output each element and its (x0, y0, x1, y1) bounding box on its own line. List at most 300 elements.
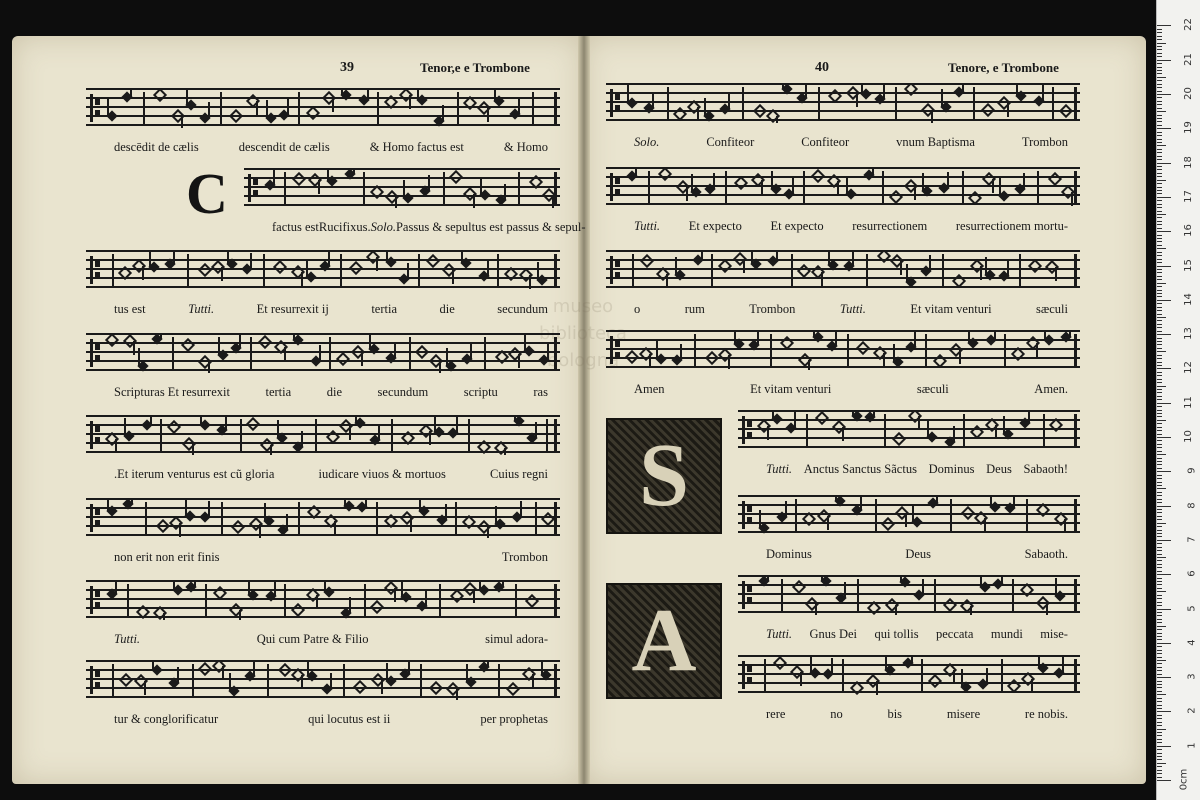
left-staff (86, 250, 560, 290)
ruler-minor-tick (1157, 296, 1162, 297)
ruler-minor-tick (1157, 633, 1162, 634)
lyric-text: Passus & sepultus est passus & sepul- (395, 220, 586, 234)
ruler-minor-tick (1157, 705, 1162, 706)
ruler-minor-tick (1157, 725, 1162, 726)
right-lyric-line (766, 707, 1068, 722)
right-lyric-line (634, 302, 1068, 317)
ruler-minor-tick (1157, 355, 1162, 356)
ruler-minor-tick (1157, 279, 1162, 280)
ruler-minor-tick (1157, 749, 1162, 750)
ruler-minor-tick (1157, 324, 1162, 325)
ruler-minor-tick (1157, 636, 1162, 637)
lyric-text: Amen (634, 382, 665, 396)
ruler-minor-tick (1157, 84, 1162, 85)
lyric-text: factus est (272, 220, 319, 234)
lyric-text: resurrectionem (852, 219, 928, 233)
ruler-minor-tick (1157, 310, 1162, 311)
ruler-minor-tick (1157, 87, 1162, 88)
ruler-minor-tick (1157, 43, 1166, 44)
ruler-minor-tick (1157, 406, 1162, 407)
ruler-minor-tick (1157, 56, 1162, 57)
right-lyric-line (766, 547, 1068, 562)
ruler-minor-tick (1157, 221, 1162, 222)
ruler-minor-tick (1157, 32, 1162, 33)
ruler-minor-tick (1157, 63, 1162, 64)
ruler-tick (1157, 574, 1171, 575)
lyric-text: Cuius regni (490, 467, 548, 481)
ruler-minor-tick (1157, 766, 1162, 767)
left-lyric-line (114, 302, 548, 317)
lyric-text: Solo. (634, 135, 660, 149)
ruler-minor-tick (1157, 139, 1162, 140)
lyric-text: descēdit de cælis (114, 140, 199, 154)
lyric-text: no (830, 707, 843, 721)
ruler-minor-tick (1157, 526, 1162, 527)
ruler-tick (1157, 643, 1171, 644)
ruler-minor-tick (1157, 773, 1162, 774)
ruler-minor-tick (1157, 461, 1162, 462)
ruler-minor-tick (1157, 207, 1162, 208)
lyric-text: die (326, 385, 342, 399)
ruler-minor-tick (1157, 344, 1162, 345)
ruler-tick (1157, 540, 1171, 541)
ruler-minor-tick (1157, 588, 1162, 589)
ruler-minor-tick (1157, 646, 1162, 647)
lyric-text: Qui cum Patre & Filio (256, 632, 369, 646)
ruler-minor-tick (1157, 241, 1162, 242)
ruler-minor-tick (1157, 121, 1162, 122)
lyric-text: vnum Baptisma (896, 135, 975, 149)
left-lyric-line (272, 220, 586, 235)
right-staff (738, 495, 1080, 535)
lyric-text: secundum (377, 385, 429, 399)
ruler-minor-tick (1157, 708, 1162, 709)
lyric-text: Scripturas Et resurrexit (114, 385, 230, 399)
ruler-minor-tick (1157, 605, 1162, 606)
right-staff (738, 655, 1080, 695)
ruler-tick (1157, 609, 1171, 610)
ruler-minor-tick (1157, 358, 1162, 359)
ruler-minor-tick (1157, 434, 1162, 435)
ruler-minor-tick (1157, 372, 1162, 373)
ruler-minor-tick (1157, 715, 1162, 716)
ruler-label: 1 (1186, 742, 1198, 749)
ruler-minor-tick (1157, 584, 1162, 585)
lyric-text: Tutti. (634, 219, 661, 233)
left-lyric-line (114, 632, 548, 647)
ruler-tick (1157, 711, 1171, 712)
ruler-label: 10 (1183, 430, 1195, 443)
left-lyric-line (114, 712, 548, 727)
ruler-minor-tick (1157, 70, 1162, 71)
ruler-minor-tick (1157, 156, 1162, 157)
ruler-label: 16 (1183, 224, 1195, 238)
right-staff (606, 167, 1080, 207)
lyric-text: Trombon (501, 550, 548, 564)
lyric-text: Tutti. (114, 632, 141, 646)
lyric-text: Et vitam venturi (910, 302, 992, 316)
lyric-text: re nobis. (1024, 707, 1068, 721)
ruler-tick (1157, 334, 1171, 335)
lyric-text: tertia (265, 385, 292, 399)
ruler-minor-tick (1157, 691, 1162, 692)
ruler-minor-tick (1157, 152, 1162, 153)
lyric-text: rum (684, 302, 705, 316)
lyric-text: resurrectionem mortu- (955, 219, 1068, 233)
ruler-label: 18 (1183, 155, 1195, 169)
ruler-minor-tick (1157, 454, 1166, 455)
ruler-minor-tick (1157, 615, 1162, 616)
lyric-text: Et expecto (770, 219, 824, 233)
ruler-minor-tick (1157, 341, 1162, 342)
ruler-minor-tick (1157, 29, 1162, 30)
ruler-minor-tick (1157, 317, 1166, 318)
ruler-minor-tick (1157, 173, 1162, 174)
ruler-minor-tick (1157, 327, 1162, 328)
lyric-text: Trombon (1021, 135, 1068, 149)
ruler-minor-tick (1157, 49, 1162, 50)
woodcut-initial-a: A (606, 583, 722, 699)
ruler-minor-tick (1157, 314, 1162, 315)
ruler-minor-tick (1157, 653, 1162, 654)
ruler-minor-tick (1157, 362, 1162, 363)
ruler-label: 13 (1183, 327, 1195, 340)
ruler-minor-tick (1157, 657, 1162, 658)
ruler-minor-tick (1157, 115, 1162, 116)
right-page-header: Tenore, e Trombone (948, 60, 1059, 75)
ruler-minor-tick (1157, 482, 1162, 483)
ruler-minor-tick (1157, 468, 1162, 469)
right-lyric-line (634, 219, 1068, 234)
ruler-minor-tick (1157, 485, 1162, 486)
ruler-minor-tick (1157, 464, 1162, 465)
ruler-label: 6 (1186, 570, 1198, 577)
left-staff (86, 415, 560, 455)
ruler-tick (1157, 403, 1171, 404)
lyric-text: & Homo (503, 140, 548, 154)
ruler-minor-tick (1157, 564, 1162, 565)
ruler-minor-tick (1157, 581, 1162, 582)
lyric-text: secundum (497, 302, 548, 316)
ruler-minor-tick (1157, 159, 1162, 160)
ruler-minor-tick (1157, 204, 1162, 205)
ruler-label: 15 (1183, 258, 1195, 272)
ruler-minor-tick (1157, 756, 1162, 757)
ruler-tick (1157, 60, 1171, 61)
ruler-minor-tick (1157, 200, 1162, 201)
ruler-minor-tick (1157, 338, 1162, 339)
left-lyric-line (114, 550, 548, 565)
ruler-minor-tick (1157, 303, 1162, 304)
ruler-minor-tick (1157, 97, 1162, 98)
ruler-minor-tick (1157, 396, 1162, 397)
ruler-minor-tick (1157, 591, 1166, 592)
ruler-minor-tick (1157, 763, 1166, 764)
ruler-label: 19 (1183, 121, 1195, 135)
ruler-minor-tick (1157, 238, 1162, 239)
ruler-minor-tick (1157, 512, 1162, 513)
ruler-minor-tick (1157, 187, 1162, 188)
lyric-text: Dominus (928, 462, 975, 476)
lyric-text: Tutti. (188, 302, 215, 316)
ruler-minor-tick (1157, 729, 1166, 730)
lyric-text: Trombon (749, 302, 796, 316)
ruler-minor-tick (1157, 375, 1162, 376)
right-lyric-line (766, 462, 1068, 477)
lyric-text: Confiteor (706, 135, 755, 149)
ruler-minor-tick (1157, 519, 1162, 520)
ruler-tick (1157, 25, 1171, 26)
ruler-minor-tick (1157, 410, 1162, 411)
ruler-minor-tick (1157, 104, 1162, 105)
lyric-text: per prophetas (480, 712, 548, 726)
ruler-minor-tick (1157, 269, 1162, 270)
ruler-minor-tick (1157, 543, 1162, 544)
left-staff (86, 660, 560, 700)
lyric-text: Rucifixus. (318, 220, 371, 234)
ruler-minor-tick (1157, 687, 1162, 688)
left-lyric-line (114, 385, 548, 400)
ruler-minor-tick (1157, 698, 1162, 699)
ruler-minor-tick (1157, 567, 1162, 568)
ruler-minor-tick (1157, 732, 1162, 733)
ruler-minor-tick (1157, 629, 1162, 630)
ruler-minor-tick (1157, 560, 1162, 561)
ruler-minor-tick (1157, 516, 1162, 517)
ruler-minor-tick (1157, 46, 1162, 47)
ruler-tick (1157, 471, 1171, 472)
lyric-text: o (634, 302, 641, 316)
ruler-minor-tick (1157, 694, 1166, 695)
ruler-label: 11 (1183, 395, 1195, 409)
ruler-minor-tick (1157, 533, 1162, 534)
ruler-minor-tick (1157, 283, 1166, 284)
ruler-minor-tick (1157, 224, 1162, 225)
left-staff (86, 580, 560, 620)
ruler-minor-tick (1157, 759, 1162, 760)
lyric-text: Dominus (766, 547, 812, 561)
ruler-tick (1157, 94, 1171, 95)
ruler-minor-tick (1157, 639, 1162, 640)
ruler-minor-tick (1157, 622, 1162, 623)
ruler-label: 2 (1186, 707, 1198, 715)
ruler-label: 14 (1183, 292, 1195, 306)
ruler-minor-tick (1157, 722, 1162, 723)
ruler-minor-tick (1157, 495, 1162, 496)
ruler-minor-tick (1157, 667, 1162, 668)
left-staff (244, 168, 560, 208)
ruler-tick (1157, 368, 1171, 369)
ruler-minor-tick (1157, 259, 1162, 260)
right-staff (606, 250, 1080, 290)
ruler-minor-tick (1157, 399, 1162, 400)
ruler-minor-tick (1157, 416, 1162, 417)
ruler-minor-tick (1157, 547, 1162, 548)
ruler-minor-tick (1157, 578, 1162, 579)
ruler-minor-tick (1157, 118, 1162, 119)
ruler-minor-tick (1157, 386, 1166, 387)
lyric-text: peccata (935, 627, 974, 641)
ruler-minor-tick (1157, 626, 1166, 627)
ruler-minor-tick (1157, 530, 1162, 531)
lyric-text: & Homo factus est (369, 140, 464, 154)
lyric-text: sæculi (916, 382, 949, 396)
ruler-minor-tick (1157, 255, 1162, 256)
ruler-minor-tick (1157, 701, 1162, 702)
lyric-text: Et resurrexit ij (256, 302, 329, 316)
ruler-minor-tick (1157, 571, 1162, 572)
ruler-minor-tick (1157, 382, 1162, 383)
ruler-label: 8 (1186, 501, 1198, 509)
ruler-minor-tick (1157, 379, 1162, 380)
ruler-minor-tick (1157, 272, 1162, 273)
ruler-minor-tick (1157, 427, 1162, 428)
lyric-text: tur & conglorificatur (114, 712, 219, 726)
ruler-minor-tick (1157, 245, 1162, 246)
ruler-minor-tick (1157, 365, 1162, 366)
ruler-minor-tick (1157, 217, 1162, 218)
ruler-tick (1157, 266, 1171, 267)
ruler-minor-tick (1157, 475, 1162, 476)
lyric-text: Deus (905, 547, 932, 561)
right-lyric-line (634, 135, 1068, 150)
ruler-minor-tick (1157, 320, 1162, 321)
ruler-minor-tick (1157, 777, 1162, 778)
lyric-text: non erit non erit finis (114, 550, 220, 564)
ruler-minor-tick (1157, 735, 1162, 736)
lyric-text: Confiteor (801, 135, 850, 149)
ruler-minor-tick (1157, 132, 1162, 133)
ruler-minor-tick (1157, 536, 1162, 537)
ruler-tick (1157, 746, 1171, 747)
ruler-minor-tick (1157, 180, 1166, 181)
lyric-text: Tutti. (766, 627, 793, 641)
ruler-label: 20 (1183, 87, 1195, 100)
ruler-label: 9 (1186, 467, 1198, 474)
ruler-tick (1157, 437, 1171, 438)
ruler-minor-tick (1157, 499, 1162, 500)
ruler-minor-tick (1157, 619, 1162, 620)
lyric-text: qui locutus est ii (308, 712, 391, 726)
lyric-text: Solo. (370, 220, 396, 234)
book-gutter (578, 36, 590, 784)
lyric-text: .Et iterum venturus est cũ gloria (114, 467, 275, 481)
ruler-minor-tick (1157, 663, 1162, 664)
ruler-label: 5 (1186, 604, 1198, 612)
ruler-label: 22 (1183, 18, 1195, 32)
lyric-text: scriptu (463, 385, 498, 399)
ruler-tick (1157, 506, 1171, 507)
lyric-text: Sabaoth! (1023, 462, 1068, 476)
ruler-minor-tick (1157, 77, 1166, 78)
ruler-minor-tick (1157, 176, 1162, 177)
ruler-minor-tick (1157, 248, 1166, 249)
ruler-minor-tick (1157, 684, 1162, 685)
ruler-tick (1157, 300, 1171, 301)
ruler-minor-tick (1157, 492, 1162, 493)
ruler-minor-tick (1157, 39, 1162, 40)
ruler-tick (1157, 197, 1171, 198)
ruler-minor-tick (1157, 650, 1162, 651)
right-staff (606, 83, 1080, 123)
left-staff (86, 88, 560, 128)
lyric-text: tertia (371, 302, 398, 316)
ruler-minor-tick (1157, 235, 1162, 236)
ruler-minor-tick (1157, 166, 1162, 167)
lyric-text: rere (766, 707, 786, 721)
lyric-text: Deus (986, 462, 1012, 476)
ruler-minor-tick (1157, 444, 1162, 445)
ruler-minor-tick (1157, 718, 1162, 719)
lyric-text: descendit de cælis (238, 140, 330, 154)
ruler-minor-tick (1157, 80, 1162, 81)
ruler-minor-tick (1157, 286, 1162, 287)
ruler-minor-tick (1157, 348, 1162, 349)
lyric-text: bis (887, 707, 903, 721)
ruler-minor-tick (1157, 458, 1162, 459)
ruler-minor-tick (1157, 53, 1162, 54)
ruler-minor-tick (1157, 595, 1162, 596)
lyric-text: sæculi (1036, 302, 1068, 316)
ruler-minor-tick (1157, 211, 1162, 212)
ruler-minor-tick (1157, 73, 1162, 74)
ruler-minor-tick (1157, 111, 1166, 112)
right-staff (606, 330, 1080, 370)
ruler-minor-tick (1157, 101, 1162, 102)
ruler-minor-tick (1157, 228, 1162, 229)
ruler-minor-tick (1157, 252, 1162, 253)
ruler-minor-tick (1157, 125, 1162, 126)
ruler-minor-tick (1157, 389, 1162, 390)
right-staff (738, 410, 1080, 450)
ruler-minor-tick (1157, 423, 1162, 424)
left-lyric-line (114, 140, 548, 155)
ruler-minor-tick (1157, 509, 1162, 510)
lyric-text: Et vitam venturi (750, 382, 832, 396)
ruler-minor-tick (1157, 598, 1162, 599)
left-page-number: 39 (340, 60, 354, 75)
left-staff (86, 498, 560, 538)
ruler-minor-tick (1157, 742, 1162, 743)
ruler-minor-tick (1157, 262, 1162, 263)
ruler-label: 4 (1186, 639, 1198, 646)
ruler-minor-tick (1157, 670, 1162, 671)
right-staff (738, 575, 1080, 615)
ruler-label: 3 (1186, 673, 1198, 680)
ruler-minor-tick (1157, 420, 1166, 421)
ruler-label: 7 (1186, 536, 1198, 543)
lyric-text: Sabaoth. (1024, 547, 1068, 561)
ruler-minor-tick (1157, 145, 1166, 146)
ruler-minor-tick (1157, 550, 1162, 551)
lyric-text: mundi (990, 627, 1023, 641)
ruler-minor-tick (1157, 91, 1162, 92)
ruler-minor-tick (1157, 660, 1166, 661)
ruler-label: 21 (1183, 52, 1195, 66)
ruler-minor-tick (1157, 290, 1162, 291)
ruler-minor-tick (1157, 169, 1162, 170)
lyric-text: Anctus Sanctus Sãctus (803, 462, 917, 476)
left-lyric-line (114, 467, 548, 482)
ruler-minor-tick (1157, 214, 1166, 215)
ruler-label: 12 (1183, 361, 1195, 375)
ruler-minor-tick (1157, 554, 1162, 555)
woodcut-initial-s: S (606, 418, 722, 534)
ruler-minor-tick (1157, 135, 1162, 136)
right-lyric-line (634, 382, 1068, 397)
ruler-tick (1157, 677, 1171, 678)
lyric-text: qui tollis (874, 627, 919, 641)
